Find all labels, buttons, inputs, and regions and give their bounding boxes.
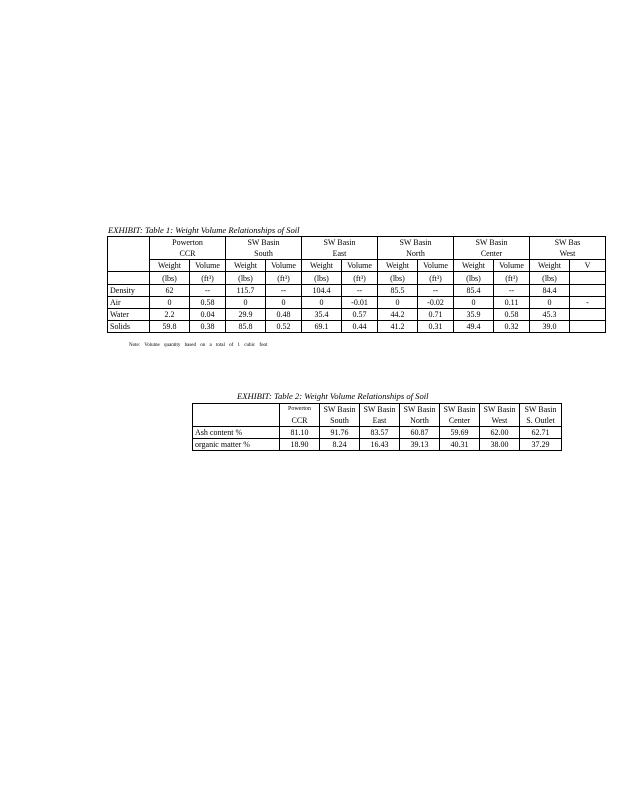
- table-cell: 83.57: [360, 427, 400, 439]
- table1-row-label: Water: [108, 309, 150, 321]
- table-cell: 35.4: [302, 309, 342, 321]
- table-cell: 39.13: [400, 439, 440, 451]
- table1-group-subheader: Center: [454, 248, 530, 260]
- table2-column-subheader: East: [360, 415, 400, 427]
- table1-unit-cell: (lbs): [454, 272, 494, 285]
- table-cell: -: [570, 297, 606, 309]
- table-row: [108, 285, 606, 297]
- table2-column-subheader: CCR: [280, 415, 320, 427]
- table2-column-header: SW Basin: [400, 404, 440, 416]
- table-cell: 0.44: [342, 321, 378, 333]
- table-cell: 0: [150, 297, 190, 309]
- table1-column-header: Weight: [226, 260, 266, 272]
- table1-group-subheader: West: [530, 248, 606, 260]
- table2-column-header: SW Basin: [360, 404, 400, 416]
- table-cell: 81.10: [280, 427, 320, 439]
- table-cell: 0: [226, 297, 266, 309]
- table-cell: 49.4: [454, 321, 494, 333]
- table-cell: 0.52: [266, 321, 302, 333]
- table1-column-header: Weight: [378, 260, 418, 272]
- table1-unit-cell: (ft³): [494, 272, 530, 285]
- table-cell: 85.8: [226, 321, 266, 333]
- table1-unit-cell: (lbs): [302, 272, 342, 285]
- table1-column-header: Volume: [418, 260, 454, 272]
- table-cell: 29.9: [226, 309, 266, 321]
- table-cell: [570, 285, 606, 297]
- table-cell: 40.31: [440, 439, 480, 451]
- table-cell: --: [266, 285, 302, 297]
- table-row: [108, 309, 606, 321]
- table-cell: -0.02: [418, 297, 454, 309]
- table-cell: 0.71: [418, 309, 454, 321]
- table1-group-header: SW Basin: [302, 237, 378, 249]
- table1-unit-cell: (lbs): [226, 272, 266, 285]
- table1-column-header: Volume: [494, 260, 530, 272]
- table-cell: 59.8: [150, 321, 190, 333]
- table2-caption: EXHIBIT: Table 2: Weight Volume Relationships of Soil: [237, 391, 429, 401]
- table1-column-header: V: [570, 260, 606, 272]
- table1-units-label-cell: [108, 272, 150, 285]
- table2-column-subheader: South: [320, 415, 360, 427]
- table-cell: 38.00: [480, 439, 520, 451]
- table2: [192, 403, 562, 451]
- table-cell: 8.24: [320, 439, 360, 451]
- table1-group-subheader: South: [226, 248, 302, 260]
- table-cell: 115.7: [226, 285, 266, 297]
- table-cell: 85.4: [454, 285, 494, 297]
- table-row: [193, 439, 562, 451]
- table2-row-label: Ash content %: [193, 427, 280, 439]
- table1-row-label: Density: [108, 285, 150, 297]
- table1-group-header: SW Bas: [530, 237, 606, 249]
- table-cell: 35.9: [454, 309, 494, 321]
- table-cell: 0.57: [342, 309, 378, 321]
- table-cell: 62.71: [520, 427, 562, 439]
- table1-caption: EXHIBIT: Table 1: Weight Volume Relationships of Soil: [108, 225, 300, 235]
- table-cell: 0: [530, 297, 570, 309]
- table2-column-subheader: Center: [440, 415, 480, 427]
- table1-unit-cell: [570, 272, 606, 285]
- table-row: [193, 427, 562, 439]
- table1-unit-cell: (ft³): [342, 272, 378, 285]
- table-row: [108, 297, 606, 309]
- table1-row-label: Solids: [108, 321, 150, 333]
- table1-group-subheader: North: [378, 248, 454, 260]
- table-cell: --: [190, 285, 226, 297]
- table2-column-header: SW Basin: [320, 404, 360, 416]
- table1-column-header: Weight: [302, 260, 342, 272]
- table-cell: 0.11: [494, 297, 530, 309]
- table-cell: 104.4: [302, 285, 342, 297]
- table-cell: 2.2: [150, 309, 190, 321]
- table-cell: 91.76: [320, 427, 360, 439]
- table1-unit-cell: (lbs): [530, 272, 570, 285]
- table-cell: 62: [150, 285, 190, 297]
- table2-column-header: SW Basin: [480, 404, 520, 416]
- table1-unit-cell: (ft³): [266, 272, 302, 285]
- table-cell: --: [342, 285, 378, 297]
- table1-note: Note: Volume quantity based on a total of 1 cubic foot: [129, 343, 268, 348]
- table-cell: 62.00: [480, 427, 520, 439]
- table2-corner-cell: [193, 404, 280, 427]
- table-cell: 85.5: [378, 285, 418, 297]
- table2-column-subheader: West: [480, 415, 520, 427]
- table1-group-header: SW Basin: [378, 237, 454, 249]
- table-cell: 18.90: [280, 439, 320, 451]
- table-cell: 0: [302, 297, 342, 309]
- table-cell: -0.01: [342, 297, 378, 309]
- table2-column-subheader: S. Outlet: [520, 415, 562, 427]
- table-cell: 0: [454, 297, 494, 309]
- table1-group-header: SW Basin: [226, 237, 302, 249]
- table-cell: 60.87: [400, 427, 440, 439]
- table-cell: 0.38: [190, 321, 226, 333]
- table-cell: 16.43: [360, 439, 400, 451]
- table1-column-header: Volume: [190, 260, 226, 272]
- table1-unit-cell: (ft³): [190, 272, 226, 285]
- table-cell: 0.48: [266, 309, 302, 321]
- table-cell: [570, 309, 606, 321]
- table-cell: 0: [266, 297, 302, 309]
- table-row: [108, 321, 606, 333]
- table-cell: 0.32: [494, 321, 530, 333]
- table-cell: 0.58: [494, 309, 530, 321]
- table-cell: 59.69: [440, 427, 480, 439]
- table-cell: 44.2: [378, 309, 418, 321]
- table1-group-header: Powerton: [150, 237, 226, 249]
- table2-row-label: organic matter %: [193, 439, 280, 451]
- table2-column-header: SW Basin: [440, 404, 480, 416]
- table1-unit-cell: (lbs): [378, 272, 418, 285]
- table-cell: 0.58: [190, 297, 226, 309]
- table1-unit-cell: (lbs): [150, 272, 190, 285]
- table1-group-header: SW Basin: [454, 237, 530, 249]
- table1-column-header: Volume: [342, 260, 378, 272]
- table1-row-label: Air: [108, 297, 150, 309]
- table1-unit-cell: (ft³): [418, 272, 454, 285]
- table1-group-subheader: CCR: [150, 248, 226, 260]
- table-cell: [570, 321, 606, 333]
- table2-column-subheader: North: [400, 415, 440, 427]
- table1-column-header: Volume: [266, 260, 302, 272]
- table1: [107, 236, 606, 333]
- table-cell: 0.04: [190, 309, 226, 321]
- table2-column-header: Powerton: [280, 404, 320, 416]
- table-cell: 39.0: [530, 321, 570, 333]
- table-cell: 45.3: [530, 309, 570, 321]
- table-cell: 0.31: [418, 321, 454, 333]
- table-cell: 41.2: [378, 321, 418, 333]
- table-cell: --: [418, 285, 454, 297]
- table-cell: --: [494, 285, 530, 297]
- table1-column-header: Weight: [150, 260, 190, 272]
- table-cell: 84.4: [530, 285, 570, 297]
- table1-column-header: Weight: [530, 260, 570, 272]
- table-cell: 0: [378, 297, 418, 309]
- table1-column-header: Weight: [454, 260, 494, 272]
- table-cell: 37.29: [520, 439, 562, 451]
- table2-column-header: SW Basin: [520, 404, 562, 416]
- table1-corner-cell: [108, 237, 150, 272]
- table-cell: 69.1: [302, 321, 342, 333]
- table1-group-subheader: East: [302, 248, 378, 260]
